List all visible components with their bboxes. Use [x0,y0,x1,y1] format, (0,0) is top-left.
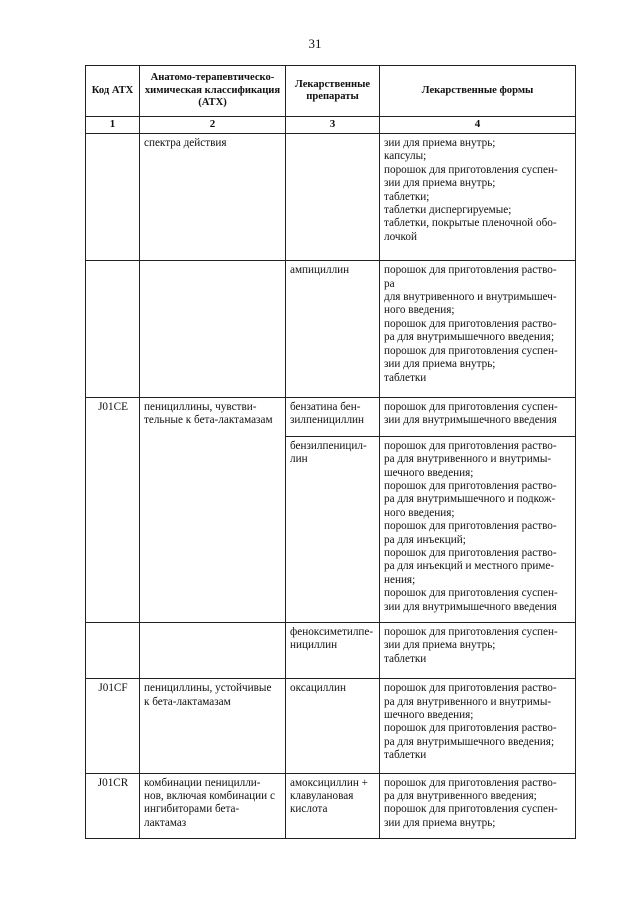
header-classification: Анатомо-терапевтическо-химическая классификация (АТХ) [140,66,286,117]
drug-line: кислота [290,803,328,816]
form-line: ного введения; [384,304,455,317]
form-line: ра для внутривенного и внутримы- [384,695,552,708]
table-row [86,623,576,679]
form-line: порошок для приготовления раство- [384,776,557,789]
drug-cell [286,436,380,622]
drug-line: нициллин [290,639,338,652]
form-line: порошок для приготовления суспен- [384,344,558,357]
form-line: капсулы; [384,150,427,163]
classification-cell [140,397,286,622]
form-line: ра для внутримышечного и подкож- [384,493,556,506]
classification-line: комбинации пеницилли- [144,776,261,789]
classification-cell [140,261,286,398]
drug-line: лин [290,453,308,466]
classification-line: спектра действия [144,137,227,149]
drug-cell [286,134,380,261]
header-row [86,66,576,117]
table-row [86,261,576,398]
atx-code-cell [86,134,140,261]
column-number: 1 [86,117,140,134]
atx-code-cell [86,623,140,679]
atx-code-cell: J01CE [86,397,140,622]
form-line: таблетки диспергируемые; [384,204,512,217]
form-line: порошок для приготовления суспен- [384,163,558,176]
form-line: порошок для приготовления суспен- [384,587,558,600]
form-line: зии для внутримышечного введения [384,600,557,613]
drug-cell [286,773,380,839]
classification-cell [140,623,286,679]
form-line: для внутривенного и внутримышеч- [384,291,557,304]
column-number: 3 [286,117,380,134]
drug-line: клавулановая [290,790,354,803]
form-line: ра [384,277,395,290]
form-line: таблетки, покрытые пленочной обо- [384,217,557,230]
drug-line: ампициллин [290,264,350,277]
form-line: порошок для приготовления раство- [384,264,557,277]
form-line: порошок для приготовления суспен- [384,400,558,413]
classification-line: к бета-лактамазам [144,695,231,708]
atx-code-cell: J01CR [86,773,140,839]
atx-code-cell [86,261,140,398]
classification-line: тельные к бета-лактамазам [144,414,273,427]
form-line: порошок для приготовления раство- [384,546,557,559]
classification-line: лактамаз [144,816,187,829]
drug-cell [286,397,380,436]
atx-table [85,65,576,839]
form-line: порошок для приготовления раство- [384,682,557,695]
table-body [86,134,576,839]
forms-cell [380,397,576,436]
form-line: ра для инъекций; [384,533,466,546]
classification-line: пенициллины, устойчивые [144,682,272,695]
table-row [86,397,576,436]
form-line: таблетки; [384,190,430,203]
drug-line: бензилпеницил- [290,439,367,452]
form-line: порошок для приготовления раство- [384,317,557,330]
drug-cell [286,261,380,398]
drug-cell [286,679,380,773]
forms-cell [380,261,576,398]
forms-cell [380,679,576,773]
form-line: порошок для приготовления суспен- [384,626,558,638]
drug-line: зилпенициллин [290,414,365,427]
form-line: зии для приема внутрь; [384,177,496,190]
header-atx-code: Код АТХ [86,66,140,117]
form-line: зии для внутримышечного введения [384,414,557,427]
form-line: таблетки [384,749,427,762]
form-line: зии для приема внутрь; [384,137,496,149]
classification-cell [140,773,286,839]
form-line: зии для приема внутрь; [384,358,496,371]
page-number: 31 [308,36,322,51]
form-line: зии для приема внутрь; [384,816,496,829]
classification-line: нов, включая комбинации с [144,790,275,803]
classification-line: пенициллины, чувстви- [144,400,257,413]
form-line: порошок для приготовления раство- [384,722,557,735]
forms-cell [380,134,576,261]
forms-cell [380,623,576,679]
table-row [86,773,576,839]
form-line: ра для инъекций и местного приме- [384,560,555,573]
column-number: 2 [140,117,286,134]
form-line: порошок для приготовления раство- [384,520,557,533]
classification-cell [140,134,286,261]
atx-code-cell: J01CF [86,679,140,773]
classification-line: ингибиторами бета- [144,803,240,816]
drug-cell [286,623,380,679]
form-line: шечного введения; [384,466,474,479]
form-line: ного введения; [384,506,455,519]
drug-line: оксациллин [290,682,346,695]
form-line: таблетки [384,371,427,384]
form-line: нения; [384,573,416,586]
form-line: ра для внутривенного и внутримы- [384,453,552,466]
form-line: зии для приема внутрь; [384,639,496,652]
form-line: порошок для приготовления суспен- [384,803,558,816]
header-drugs: Лекарственные препараты [286,66,380,117]
column-number-row [86,117,576,134]
table-row [86,679,576,773]
classification-cell [140,679,286,773]
form-line: таблетки [384,652,427,665]
column-number: 4 [380,117,576,134]
header-forms: Лекарственные формы [380,66,576,117]
form-line: лочкой [384,230,417,243]
drug-line: бензатина бен- [290,400,361,413]
drug-line: феноксиметилпе- [290,626,374,638]
form-line: шечного введения; [384,709,474,722]
forms-cell [380,773,576,839]
forms-cell [380,436,576,622]
form-line: ра для внутримышечного введения; [384,735,555,748]
form-line: порошок для приготовления раство- [384,439,557,452]
form-line: ра для внутримышечного введения; [384,331,555,344]
drug-line: амоксициллин + [290,776,368,789]
form-line: ра для внутривенного введения; [384,790,537,803]
table-row [86,134,576,261]
form-line: порошок для приготовления раство- [384,479,557,492]
